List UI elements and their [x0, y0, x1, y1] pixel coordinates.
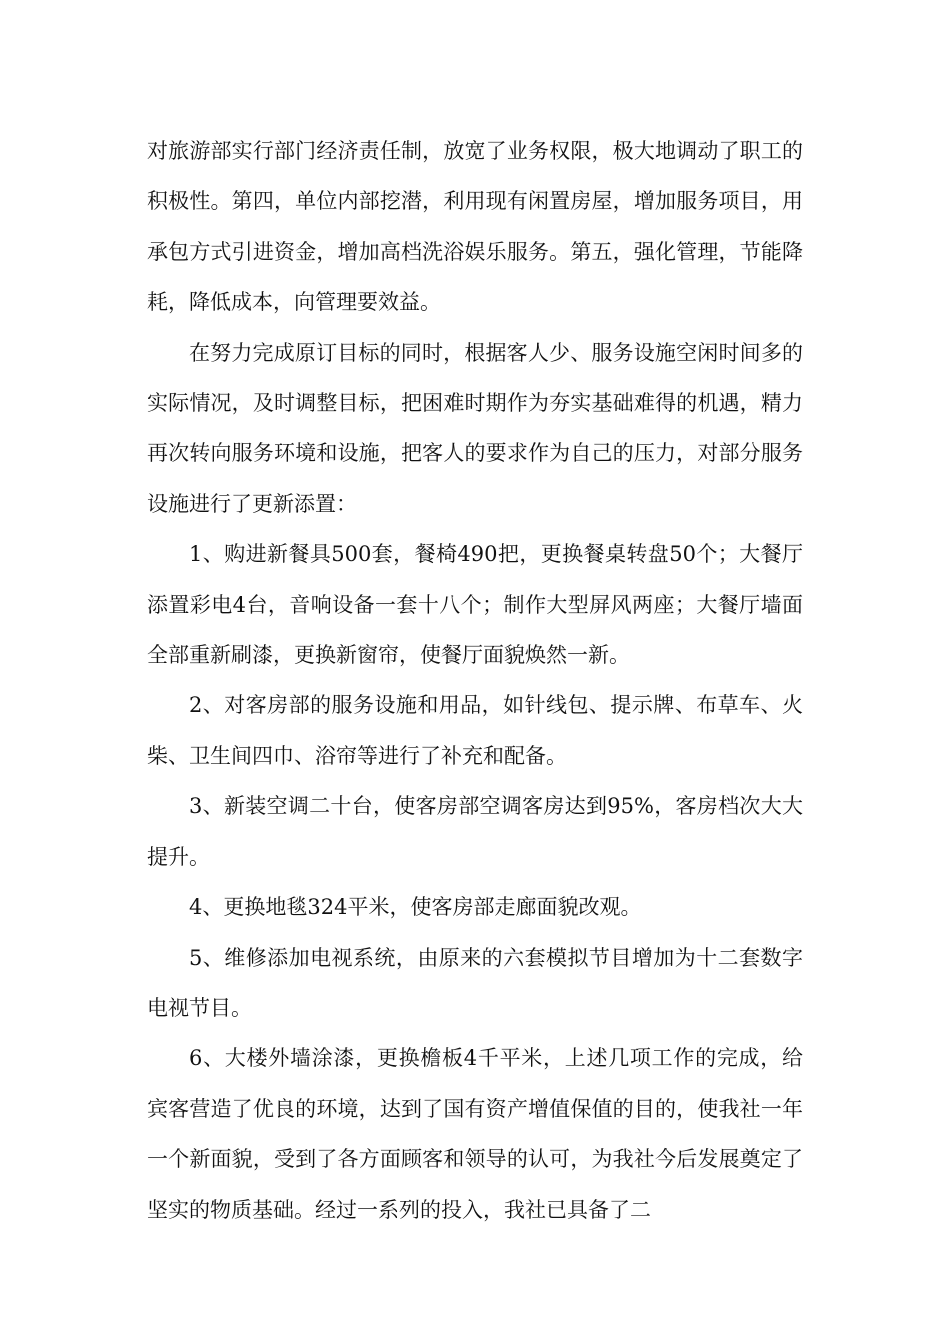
- list-item-5: 5、维修添加电视系统，由原来的六套模拟节目增加为十二套数字电视节目。: [147, 945, 803, 1020]
- list-item-2: 2、对客房部的服务设施和用品，如针线包、提示牌、布草车、火柴、卫生间四巾、浴帘等进行了补充和配备。: [147, 693, 803, 768]
- list-item-1: 1、购进新餐具500套，餐椅490把，更换餐桌转盘50个；大餐厅添置彩电4台，音响设备一套十八个；制作大型屏风两座；大餐厅墙面全部重新刷漆，更换新窗帘，使餐厅面貌焕然一新。: [147, 542, 803, 668]
- list-item-4: 4、更换地毯324平米，使客房部走廊面貌改观。: [189, 895, 642, 920]
- body-text: [147, 126, 803, 1235]
- paragraph-continuation: 对旅游部实行部门经济责任制，放宽了业务权限，极大地调动了职工的积极性。第四，单位内部挖潜，利用现有闲置房屋，增加服务项目，用承包方式引进资金，增加高档洗浴娱乐服务。第五，强化管理，节能降耗，降低成本，向管理要效益。: [147, 139, 803, 315]
- paragraph-target-adjustment: 在努力完成原订目标的同时，根据客人少、服务设施空闲时间多的实际情况，及时调整目标，把困难时期作为夯实基础难得的机遇，精力再次转向服务环境和设施，把客人的要求作为自己的压力，对部分服务设施进行了更新添置：: [147, 340, 803, 516]
- list-item-3: 3、新装空调二十台，使客房部空调客房达到95%，客房档次大大提升。: [147, 794, 803, 869]
- list-item-6: 6、大楼外墙涂漆，更换檐板4千平米，上述几项工作的完成，给宾客营造了优良的环境，达到了国有资产增值保值的目的，使我社一年一个新面貌，受到了各方面顾客和领导的认可，为我社今后发展奠定了坚实的物质基础。经过一系列的投入，我社已具备了二: [147, 1046, 803, 1222]
